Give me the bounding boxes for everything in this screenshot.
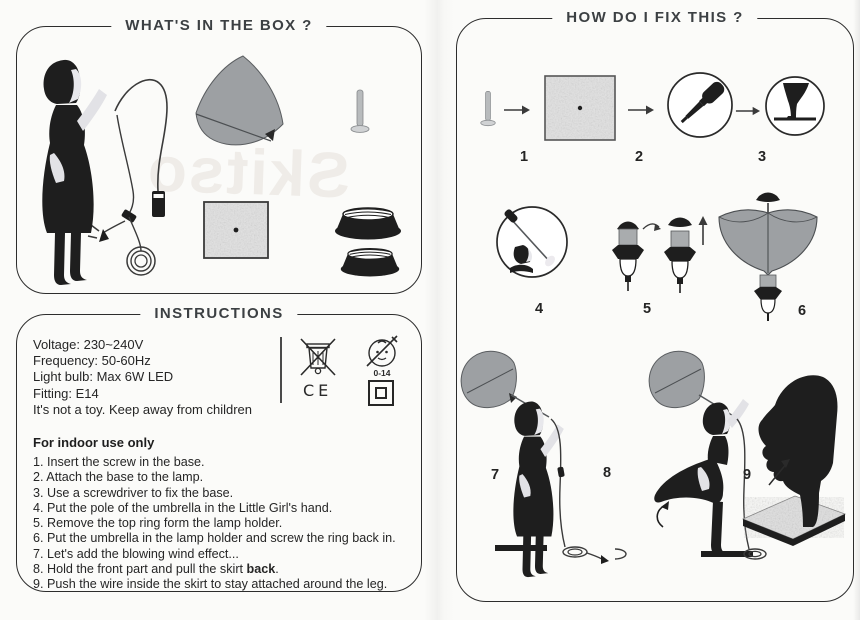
umbrella-canopy-part bbox=[189, 51, 295, 153]
instruction-step: 5. Remove the top ring form the lamp holder. bbox=[33, 516, 283, 531]
spec-list bbox=[33, 337, 283, 418]
instructions-panel bbox=[16, 305, 422, 592]
step-number: 3 bbox=[758, 149, 767, 165]
step-number: 8 bbox=[603, 465, 612, 481]
little-girl-silhouette bbox=[42, 60, 107, 285]
screw-icon bbox=[479, 89, 497, 131]
arrow-right-icon bbox=[735, 104, 761, 118]
rear-view-on-base bbox=[741, 367, 849, 571]
step-number: 4 bbox=[535, 301, 544, 317]
step-number: 1 bbox=[520, 149, 529, 165]
ce-mark: CE bbox=[303, 381, 333, 400]
step-number: 2 bbox=[635, 149, 644, 165]
arrow-right-icon bbox=[503, 103, 531, 117]
base-plate-part bbox=[203, 201, 269, 259]
indoor-use-note: For indoor use only bbox=[33, 435, 155, 450]
top-ring bbox=[668, 218, 692, 228]
age-warning bbox=[364, 335, 400, 378]
how-do-i-fix-panel bbox=[456, 9, 854, 602]
screw-part bbox=[349, 87, 371, 139]
spec-line: Fitting: E14 bbox=[33, 385, 99, 401]
instruction-step: 9. Push the wire inside the skirt to stay attached around the leg. bbox=[33, 577, 388, 592]
assembly-steps-list bbox=[33, 455, 415, 593]
page-edge-shadow bbox=[853, 0, 860, 620]
age-warning-icon bbox=[364, 335, 400, 369]
weee-crossed-bin-icon bbox=[300, 335, 336, 377]
spec-line: Voltage: 230~240V bbox=[33, 337, 144, 352]
top-ring bbox=[756, 193, 780, 203]
whats-in-the-box-title: WHAT'S IN THE BOX ? bbox=[111, 17, 326, 34]
spec-line: It's not a toy. Keep away from children bbox=[33, 401, 253, 417]
leg-on-base-detail-circle bbox=[764, 75, 826, 137]
step-number: 6 bbox=[798, 303, 807, 319]
whats-in-the-box-panel bbox=[16, 17, 422, 294]
screw-hole bbox=[234, 228, 239, 233]
vertical-divider bbox=[280, 337, 282, 403]
age-warning-label: 0-14 bbox=[373, 368, 391, 378]
step-number: 9 bbox=[743, 467, 752, 483]
pole-in-hand-detail-circle bbox=[495, 205, 569, 279]
instruction-step: 2. Attach the base to the lamp. bbox=[33, 470, 204, 485]
step-number: 7 bbox=[491, 467, 500, 483]
screwdriver-detail-circle bbox=[666, 71, 734, 139]
instruction-step: 7. Let's add the blowing wind effect... bbox=[33, 546, 239, 561]
girl-wind-silhouette bbox=[654, 399, 752, 555]
umbrella-into-holder-illustration bbox=[715, 191, 823, 323]
class-ii-double-square-icon bbox=[368, 380, 394, 406]
arrow-right-icon bbox=[627, 103, 655, 117]
instruction-step: 1. Insert the screw in the base. bbox=[33, 455, 205, 469]
brand-watermark: Skitso bbox=[144, 132, 352, 212]
little-girl-with-cable-illustration bbox=[29, 49, 189, 287]
spec-line: Light bulb: Max 6W LED bbox=[33, 369, 174, 385]
instruction-step: 4. Put the pole of the umbrella in the Little Girl's hand. bbox=[33, 500, 333, 515]
instruction-step: 6. Put the umbrella in the lamp holder and screw the ring back in. bbox=[33, 531, 396, 546]
base-bar bbox=[495, 545, 547, 551]
remove-top-ring-illustration bbox=[609, 215, 709, 307]
instruction-step: 3. Use a screwdriver to fix the base. bbox=[33, 485, 234, 500]
base-plate-step-image bbox=[544, 75, 616, 141]
lamp-holder-ring-part bbox=[333, 203, 403, 241]
page-fold-shadow bbox=[424, 0, 454, 620]
lamp-holder-ring-part bbox=[339, 244, 401, 278]
how-do-i-fix-title: HOW DO I FIX THIS ? bbox=[552, 9, 757, 26]
instruction-step: 8. Hold the front part and pull the skirt back. bbox=[33, 562, 279, 577]
cord-switch bbox=[121, 209, 137, 223]
assembled-lamp-side-view bbox=[459, 349, 617, 585]
instructions-title: INSTRUCTIONS bbox=[140, 305, 297, 322]
step-number: 5 bbox=[643, 301, 652, 317]
spec-line: Frequency: 50-60Hz bbox=[33, 353, 151, 369]
